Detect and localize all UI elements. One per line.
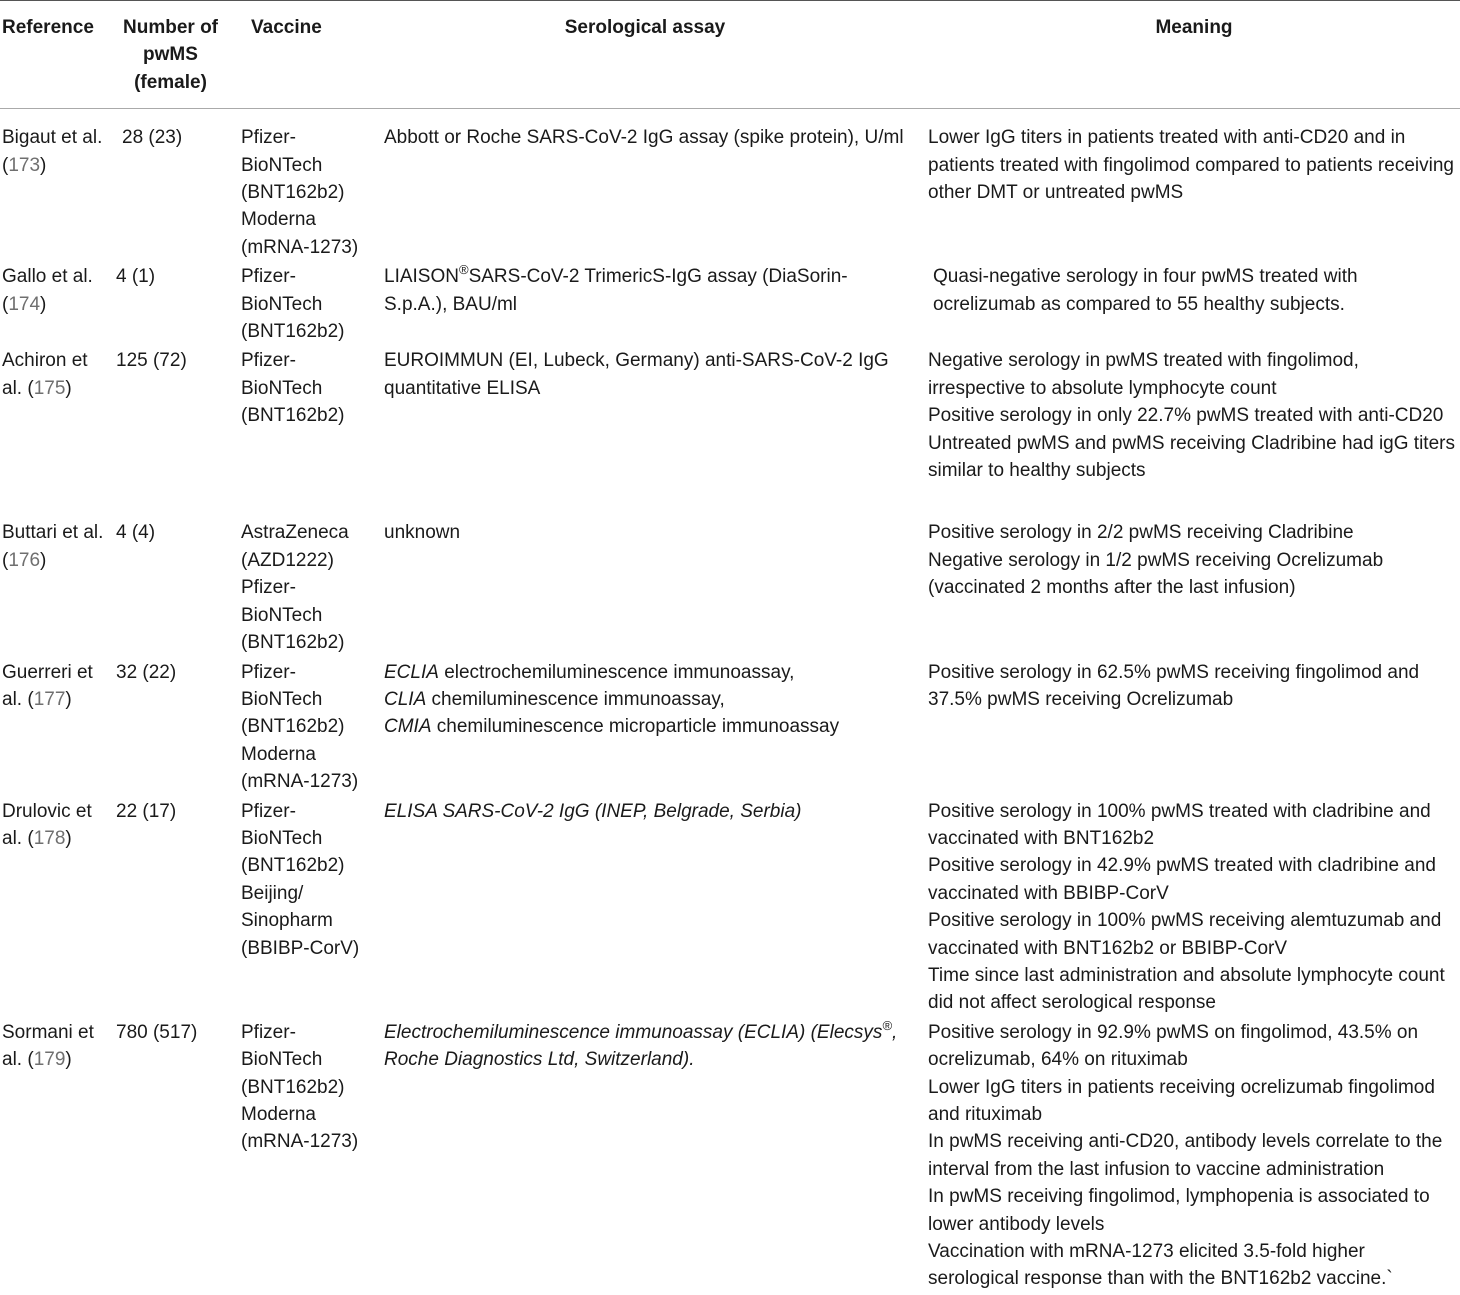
assay-cell: EUROIMMUN (EI, Lubeck, Germany) anti-SARS-CoV-2 IgG quantitative ELISA	[384, 350, 889, 399]
meaning-cell	[916, 659, 1460, 798]
number-text: 22 (17)	[116, 800, 177, 822]
table-body	[0, 109, 1460, 1295]
registered-mark: ®	[882, 1017, 892, 1033]
number-text: 125 (72)	[116, 350, 187, 372]
citation-link[interactable]: 174	[8, 293, 41, 315]
meaning-line: Positive serology in 42.9% pwMS treated with cladribine and vaccinated with BBIBP-CorV	[928, 855, 1436, 904]
assay-line: CMIA chemiluminescence microparticle immunoassay	[384, 716, 840, 738]
assay-line: CLIA chemiluminescence immunoassay,	[384, 688, 725, 710]
meaning-line: Positive serology in 100% pwMS treated with cladribine and vaccinated with BNT162b2	[928, 800, 1431, 849]
citation-link[interactable]: 175	[33, 377, 66, 399]
table-row	[0, 659, 1460, 798]
meaning-cell	[916, 347, 1460, 519]
registered-mark: ®	[458, 262, 469, 278]
author-text: Gallo et al.	[2, 266, 93, 288]
meaning-cell	[916, 109, 1460, 264]
number-text: 4 (4)	[116, 522, 156, 544]
citation-link[interactable]: 178	[33, 827, 66, 849]
meaning-cell	[916, 519, 1460, 658]
number-cell	[112, 798, 229, 1019]
vaccine-cell: Pfizer-BioNTech (BNT162b2) Moderna (mRNA-1273)	[241, 1021, 359, 1153]
meaning-cell	[916, 798, 1460, 1019]
meaning-cell	[916, 263, 1460, 347]
number-cell	[112, 519, 229, 658]
reference-cell: Sormani et al. (179)	[2, 1021, 94, 1071]
number-text: 28 (23)	[122, 127, 183, 149]
meaning-line: In pwMS receiving fingolimod, lymphopenia is associated to lower antibody levels	[928, 1186, 1430, 1235]
reference-cell: Guerreri et al. (177)	[2, 661, 93, 710]
meaning-line: Positive serology in 100% pwMS receiving alemtuzumab and vaccinated with BNT162b2 or BBIBP-CorV	[928, 910, 1442, 959]
author-text: Achiron et al.	[2, 350, 88, 399]
table-row	[0, 263, 1460, 347]
reference-cell: Drulovic et al. (178)	[2, 800, 92, 849]
table-row	[0, 347, 1460, 519]
table-row	[0, 519, 1460, 658]
meaning-line: Time since last administration and absolute lymphocyte count did not affect serological response	[928, 964, 1445, 1014]
vaccine-cell: Pfizer-BioNTech (BNT162b2) Moderna (mRNA-1273)	[241, 127, 359, 258]
citation-link[interactable]: 179	[33, 1049, 66, 1071]
reference-cell: Achiron et al. (175)	[2, 350, 88, 399]
number-cell	[112, 659, 229, 798]
number-cell	[112, 1019, 229, 1295]
vaccine-cell: Pfizer-BioNTech (BNT162b2)	[241, 266, 345, 343]
meaning-line: Positive serology in 2/2 pwMS receiving Cladribine	[928, 522, 1354, 544]
meaning-line: Positive serology in 62.5% pwMS receiving fingolimod and 37.5% pwMS receiving Ocrelizumab	[928, 661, 1420, 710]
meaning-line: Vaccination with mRNA-1273 elicited 3.5-fold higher serological response than with the BNT162b2 vaccine.`	[928, 1241, 1393, 1290]
assay-cell: unknown	[384, 522, 461, 544]
meaning-line: Negative serology in pwMS treated with fingolimod, irrespective to absolute lymphocyte count	[928, 350, 1359, 399]
header-vaccine: Vaccine	[251, 17, 322, 38]
table-header	[0, 1, 1460, 109]
header-assay: Serological assay	[564, 17, 726, 38]
meaning-cell	[916, 1019, 1460, 1295]
assay-cell: Abbott or Roche SARS-CoV-2 IgG assay (spike protein), U/ml	[384, 127, 904, 149]
reference-cell: Gallo et al. (174)	[2, 266, 93, 315]
meaning-line: Positive serology in 92.9% pwMS on fingolimod, 43.5% on ocrelizumab, 64% on rituximab	[928, 1021, 1419, 1071]
vaccine-cell: Pfizer-BioNTech (BNT162b2)	[241, 350, 345, 427]
author-text: Guerreri et al.	[2, 661, 93, 710]
meaning-line: Quasi-negative serology in four pwMS treated with ocrelizumab as compared to 55 healthy subjects.	[933, 266, 1358, 315]
meaning-line: Lower IgG titers in patients treated with anti-CD20 and in patients treated with fingolimod compared to patients receiving other DMT or untreated pwMS	[928, 127, 1454, 204]
citation-link[interactable]: 177	[33, 688, 66, 710]
number-text: 4 (1)	[116, 266, 156, 288]
vaccine-cell: AstraZeneca (AZD1222) Pfizer-BioNTech (BNT162b2)	[241, 522, 349, 654]
reference-cell: Bigaut et al. (173)	[2, 127, 103, 176]
citation-link[interactable]: 176	[8, 549, 41, 571]
author-text: Sormani et al.	[2, 1021, 94, 1071]
assay-cell	[366, 659, 916, 798]
number-cell	[112, 347, 229, 519]
header-meaning: Meaning	[1155, 17, 1233, 38]
author-text: Bigaut et al.	[2, 127, 103, 149]
number-text: 32 (22)	[116, 661, 177, 683]
author-text: Buttari et al.	[2, 522, 104, 544]
author-text: Drulovic et al.	[2, 800, 92, 849]
number-text: 780 (517)	[116, 1021, 198, 1043]
table-row	[0, 798, 1460, 1019]
reference-cell: Buttari et al. (176)	[2, 522, 104, 571]
header-number: Number of pwMS (female)	[123, 17, 218, 93]
vaccine-cell: Pfizer-BioNTech (BNT162b2) Moderna (mRNA-1273)	[241, 661, 359, 793]
meaning-line: Untreated pwMS and pwMS receiving Cladribine had igG titers similar to healthy subjects	[928, 432, 1455, 482]
meaning-line: Positive serology in only 22.7% pwMS treated with anti-CD20	[928, 405, 1444, 427]
meaning-line: Lower IgG titers in patients receiving ocrelizumab fingolimod and rituximab	[928, 1076, 1435, 1125]
number-cell	[112, 109, 229, 264]
meaning-line: Negative serology in 1/2 pwMS receiving Ocrelizumab (vaccinated 2 months after the last infusion)	[928, 549, 1384, 599]
header-reference: Reference	[2, 17, 94, 38]
vaccine-cell: Pfizer-BioNTech (BNT162b2) Beijing/ Sinopharm (BBIBP-CorV)	[241, 800, 360, 959]
citation-link[interactable]: 173	[8, 154, 41, 176]
assay-cell: ELISA SARS-CoV-2 IgG (INEP, Belgrade, Serbia)	[384, 800, 802, 822]
table-row	[0, 109, 1460, 264]
assay-line: ECLIA electrochemiluminescence immunoassay,	[384, 661, 795, 683]
meaning-line: In pwMS receiving anti-CD20, antibody levels correlate to the interval from the last infusion to vaccine administration	[928, 1131, 1443, 1180]
number-cell	[112, 263, 229, 347]
assay-cell: Electrochemiluminescence immunoassay (ECLIA) (Elecsys®, Roche Diagnostics Ltd, Switzerland).	[384, 1017, 898, 1071]
assay-cell: LIAISON®SARS-CoV-2 TrimericS-IgG assay (DiaSorin-S.p.A.), BAU/ml	[384, 262, 848, 315]
table-row	[0, 1019, 1460, 1295]
